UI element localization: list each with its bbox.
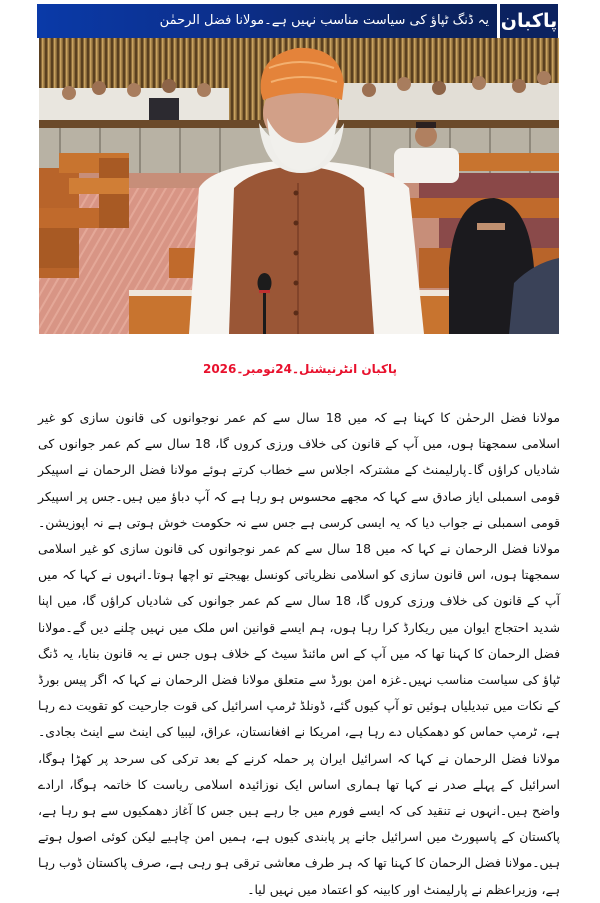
article-paragraph: مولانا فضل الرحمٰن کا کہنا ہے کہ میں 18 سال سے کم عمر نوجوانوں کی قانون سازی کو غیر اسلامی سمجھتا ہوں، میں آپ کے قانون کی خلاف ورزی کروں گا، 18 سال سے کم عمر جوانوں کی شادیاں کراؤں گا۔پارلیمنٹ کے مشترکہ اجلاس سے خطاب کرتے ہوئے مولانا فضل الرحمان نے اسپیکر قومی اسمبلی ایاز صادق سے کہا کہ مجھے محسوس ہو رہا ہے کہ آپ دباؤ میں ہیں۔جس پر اسپیکر قومی اسمبلی نے جواب دیا کہ یہ ایسی کرسی ہے جس سے نہ حکومت خوش ہوتی ہے نہ اپوزیشن۔مولانا فضل الرحمان نے کہا کہ میں 18 سال سے کم عمر نوجوانوں کی قانون سازی کو غیر اسلامی سمجھتا ہوں، اس قانون سازی کو اسلامی نظریاتی کونسل بھیجتے تو اچھا ہوتا۔انہوں نے کہا کہ میں آپ کے قانون کی خلاف ورزی کروں گا، 18 سال سے کم عمر جوانوں کی شادیاں کراؤں گا، میں اپنا شدید احتجاج ایوان میں ریکارڈ کرا رہا ہوں، ہم ایسے قوانین اس ملک میں نہیں چلنے دیں گے۔مولانا فضل الرحمان کا کہنا تھا کہ میں آپ کے اس مائنڈ سیٹ کے خلاف ہوں جس نے یہ قانون بنایا، یہ ڈنگ ٹپاؤ کی سیاست مناسب نہیں۔غزہ امن بورڈ سے متعلق مولانا فضل الرحمان نے کہا کہ اگر پیس بورڈ کے نکات میں تبدیلیاں ہوئیں تو آپ کیوں گئے، ڈونلڈ ٹرمپ اسرائیل کی قوت جارحیت کو تقویت دے رہا ہے، ٹرمپ حماس کو دھمکیاں دے رہا ہے، امریکا نے افغانستان، عراق، لیبیا کی اینٹ سے اینٹ بجادی۔مولانا فضل الرحمان نے کہا کہ اسرائیل ایران پر حملہ کرنے کے بعد ترکی کی سرحد پر کھڑا ہوگا، اسرائیل کے پہلے صدر نے کہا تھا ہماری اساس ایک نوزائیدہ اسلامی ریاست کا خاتمہ ہوگا، ارادے واضح ہیں۔انہوں نے تنقید کی کہ ایسے فورم میں جا رہے ہیں جس کا آغاز دھمکیوں سے ہو رہا ہے، پاکستان کے پاسپورٹ میں اسرائیل جانے پر پابندی کیوں ہے، ہمیں امن چاہیے لیکن کوئی اصول ہوتے ہیں۔مولانا فضل الرحمان کا کہنا تھا کہ ہر طرف معاشی ترقی ہو رہی ہے، صرف پاکستان ڈوب رہا ہے، وزیراعظم نے پارلیمنٹ اور کابینہ کو اعتماد میں نہیں لیا۔	[38, 410, 561, 897]
article-body	[38, 405, 560, 903]
logo-text: پاکبان	[500, 10, 558, 32]
headline: یہ ڈنگ ٹپاؤ کی سیاست مناسب نہیں ہے۔مولانا فضل الرحمٰن	[159, 13, 489, 28]
news-photo	[39, 38, 559, 334]
header-bar	[37, 4, 558, 38]
site-logo[interactable]	[497, 4, 558, 38]
photo-illustration	[39, 38, 559, 334]
byline: پاکبان انٹرنیشنل۔24نومبر۔2026	[202, 362, 398, 376]
